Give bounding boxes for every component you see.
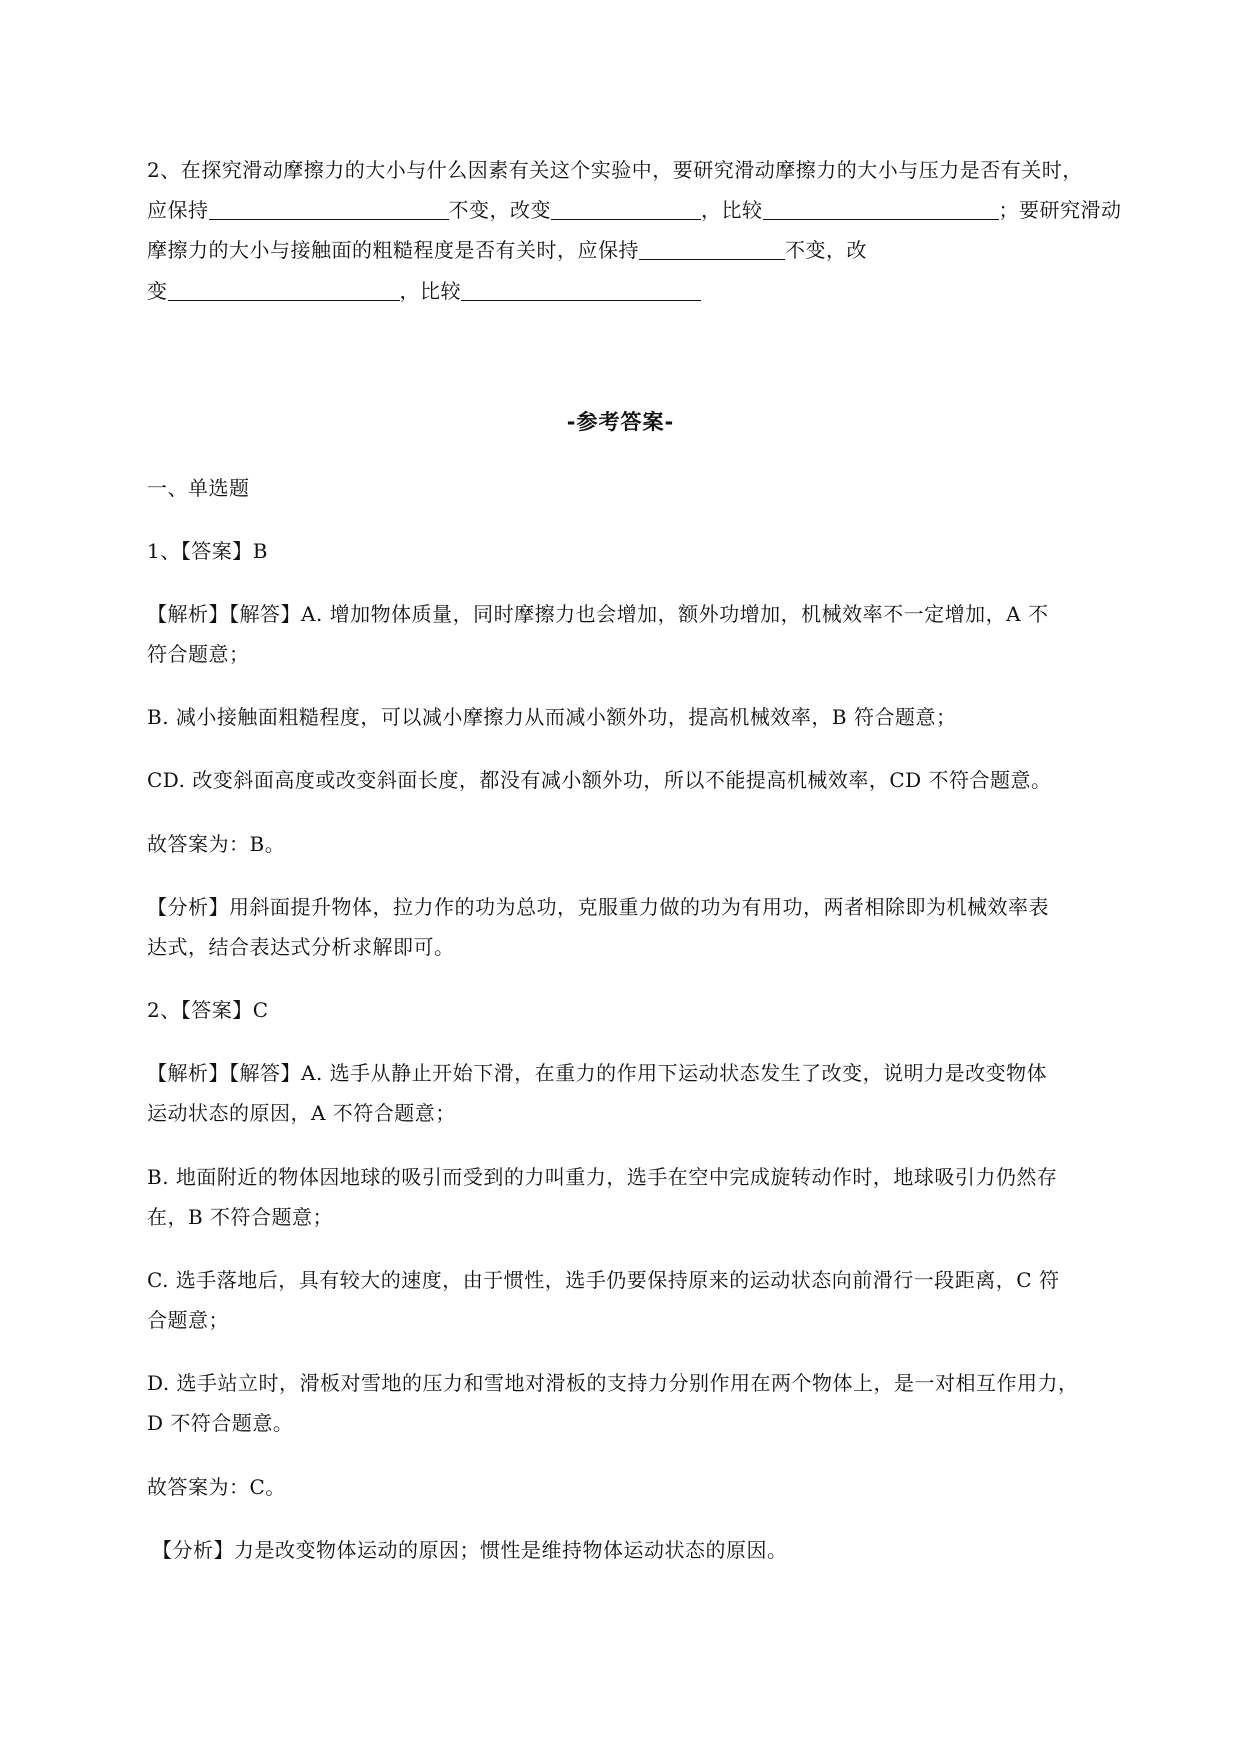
question-text: 不变，改 [785,238,867,262]
answer-2-option-c-line-1: C. 选手落地后，具有较大的速度，由于惯性，选手仍要保持原来的运动状态向前滑行一段距离，C 符 [147,1268,1060,1292]
answer-2-option-d-line-1: D. 选手站立时，滑板对雪地的压力和雪地对滑板的支持力分别作用在两个物体上，是一对相互作用力， [147,1371,1079,1395]
answer-2-analysis-line-2: 运动状态的原因，A 不符合题意； [147,1101,456,1125]
question-text: 变 [147,279,168,303]
fill-blank[interactable] [461,280,701,301]
answer-1-conclusion: 故答案为：B。 [147,832,286,856]
question-text: 不变，改变 [448,198,551,222]
fill-blank[interactable] [209,199,449,220]
answer-2-summary: 【分析】力是改变物体运动的原因；惯性是维持物体运动状态的原因。 [152,1538,788,1562]
question-text: ，比较 [701,198,763,222]
answers-heading: -参考答案- [566,410,675,434]
answer-2-analysis-line-1: 【解析】【解答】A. 选手从静止开始下滑，在重力的作用下运动状态发生了改变，说明力是改变物体 [147,1061,1048,1085]
answer-1-analysis-line-1: 【解析】【解答】A. 增加物体质量，同时摩擦力也会增加，额外功增加，机械效率不一定增加，A 不 [147,602,1049,626]
question-line-4 [147,277,1152,305]
question-line-1 [147,156,1152,184]
question-text: ；要研究滑动 [998,198,1122,222]
answer-1-summary-line-1: 【分析】用斜面提升物体，拉力作的功为总功，克服重力做的功为有用功，两者相除即为机械效率表 [147,895,1049,919]
answer-1-analysis-line-2: 符合题意； [147,642,250,666]
fill-blank[interactable] [168,280,400,301]
question-text: 应保持 [147,198,209,222]
question-line-3 [147,236,1152,264]
answer-1-option-cd: CD. 改变斜面高度或改变斜面长度，都没有减小额外功，所以不能提高机械效率，CD 不符合题意。 [147,768,1052,792]
question-text: ，比较 [399,279,461,303]
section-title: 一、单选题 [147,476,250,500]
answer-1-summary-line-2: 达式，结合表达式分析求解即可。 [147,935,455,959]
answer-2-option-b-line-2: 在，B 不符合题意； [147,1205,334,1229]
answer-1-option-b: B. 减小接触面粗糙程度，可以减小摩擦力从而减小额外功，提高机械效率，B 符合题意； [147,705,957,729]
fill-blank[interactable] [551,199,701,220]
fill-blank[interactable] [639,239,785,260]
question-text: 摩擦力的大小与接触面的粗糙程度是否有关时，应保持 [147,238,639,262]
answer-2-option-d-line-2: D 不符合题意。 [147,1411,294,1435]
fill-blank[interactable] [763,199,999,220]
answer-1-label: 1、【答案】B [147,539,268,563]
question-line-2 [147,196,1152,224]
answer-2-option-b-line-1: B. 地面附近的物体因地球的吸引而受到的力叫重力，选手在空中完成旋转动作时，地球吸引力仍然存 [147,1165,1058,1189]
question-text: 2、在探究滑动摩擦力的大小与什么因素有关这个实验中，要研究滑动摩擦力的大小与压力是否有关时， [147,158,1083,182]
answer-2-option-c-line-2: 合题意； [147,1308,229,1332]
answer-2-label: 2、【答案】C [147,998,269,1022]
answer-2-conclusion: 故答案为：C。 [147,1475,286,1499]
